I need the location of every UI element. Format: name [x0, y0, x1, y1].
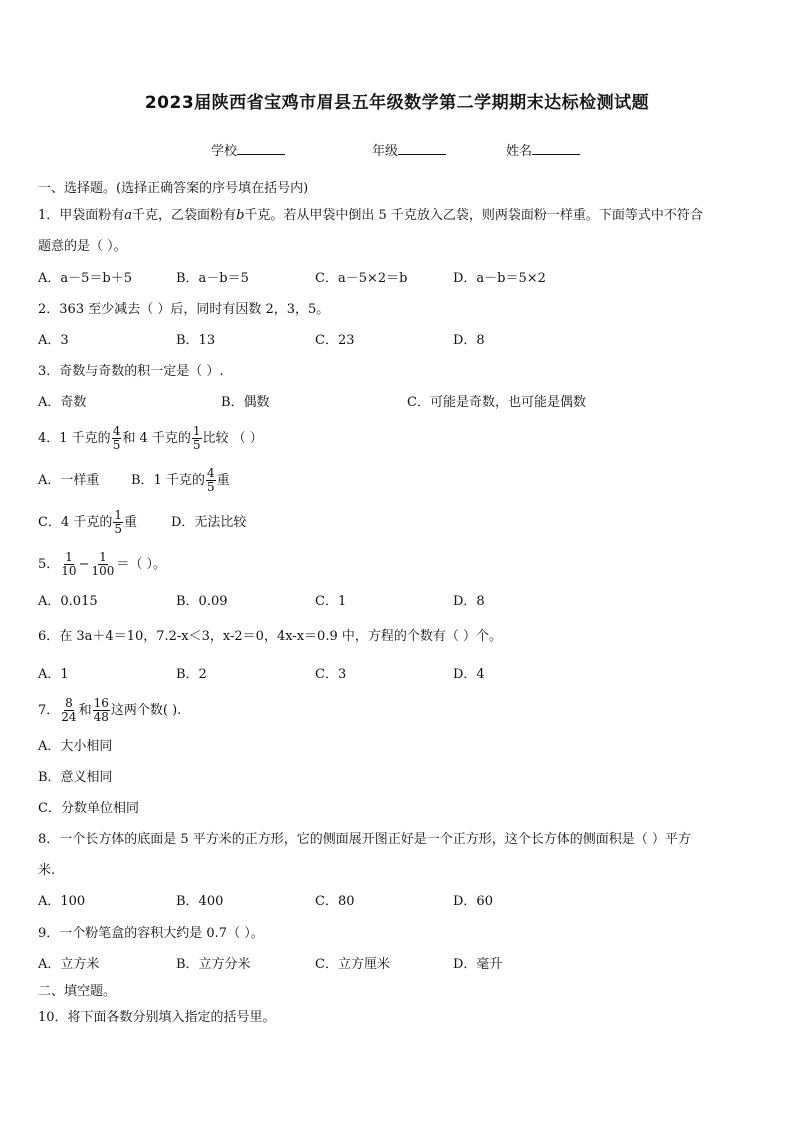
q4-f2-numerator: 1	[192, 424, 201, 438]
q4-text-3: 比较 （ ）	[202, 431, 263, 446]
q4-option-b-text: B．1 千克的	[131, 473, 205, 488]
q5-option-c: C．1	[315, 594, 347, 609]
q7-f2-numerator: 16	[93, 696, 109, 710]
q4-option-d: D．无法比较	[171, 515, 247, 530]
q4-text-1: 4．1 千克的	[38, 431, 111, 446]
q5-minus: −	[78, 557, 90, 572]
q6-option-c: C．3	[315, 667, 347, 682]
q7-fraction-2	[93, 697, 110, 724]
q1-text-3: 千克。若从甲袋中倒出 5 千克放入乙袋，则两袋面粉一样重。下面等式中不符合	[244, 208, 703, 223]
q5-f1-numerator: 1	[65, 550, 73, 564]
q4-option-c-suffix: 重	[124, 515, 138, 530]
q7-option-a: A．大小相同	[38, 739, 113, 754]
q3-option-b: B．偶数	[221, 395, 270, 410]
q8-option-d: D．60	[453, 894, 493, 909]
q1-var-a: a	[124, 208, 133, 223]
question-8: 8．一个长方体的底面是 5 平方米的正方形，它的侧面展开图正好是一个正方形，这个长方体的侧面积是（ ）平方	[38, 832, 691, 847]
question-6: 6．在 3a＋4＝10，7.2-x＜3，x-2＝0，4x-x＝0.9 中，方程的个数有（ ）个。	[38, 629, 502, 644]
q5-f2-numerator: 1	[99, 550, 107, 564]
q4-optb-numerator: 4	[206, 466, 215, 480]
q1-text-1: 1．甲袋面粉有	[38, 208, 125, 223]
q7-f2-denominator: 48	[93, 710, 109, 724]
section-fill-heading: 二、填空题。	[38, 984, 117, 999]
name-label: 姓名	[506, 144, 533, 159]
q9-option-a: A．立方米	[38, 957, 100, 972]
q5-label: 5．	[38, 557, 60, 572]
q6-option-b: B．2	[176, 667, 207, 682]
q1-text-2: 千克，乙袋面粉有	[132, 208, 237, 223]
q7-option-b: B．意义相同	[38, 770, 113, 785]
question-7	[38, 696, 764, 726]
q4-optc-denominator: 5	[114, 522, 122, 536]
q4-text-2: 和 4 千克的	[122, 431, 191, 446]
q9-option-d: D．毫升	[453, 957, 503, 972]
q5-f1-denominator: 10	[61, 564, 77, 578]
question-9: 9．一个粉笔盒的容积大约是 0.7（ ）。	[38, 926, 264, 941]
q1-var-b: b	[236, 208, 245, 223]
question-1-continued: 题意的是（ ）。	[38, 239, 127, 254]
q5-option-b: B．0.09	[176, 594, 228, 609]
q2-option-c: C．23	[315, 333, 355, 348]
q7-label: 7．	[38, 703, 60, 718]
page-title: 2023届陕西省宝鸡市眉县五年级数学第二学期期末达标检测试题	[144, 93, 650, 113]
q6-option-a: A．1	[38, 667, 69, 682]
q2-option-d: D．8	[453, 333, 485, 348]
q7-fraction-1	[60, 697, 77, 724]
question-2: 2．363 至少减去（ ）后，同时有因数 2，3，5。	[38, 302, 330, 317]
question-5	[38, 550, 764, 580]
q4-f1-numerator: 4	[112, 424, 121, 438]
name-blank	[532, 142, 580, 155]
q8-option-b: B．400	[176, 894, 224, 909]
q5-option-a: A．0.015	[38, 594, 98, 609]
q7-option-c: C．分数单位相同	[38, 801, 139, 816]
q4-option-a: A．一样重	[38, 473, 100, 488]
question-4	[38, 424, 764, 454]
q3-option-a: A．奇数	[38, 395, 87, 410]
name-field	[506, 140, 580, 159]
q5-fraction-2	[90, 551, 115, 578]
q4-fraction-1	[112, 425, 122, 452]
q5-fraction-1	[60, 551, 77, 578]
grade-field	[372, 140, 446, 159]
q8-option-c: C．80	[315, 894, 355, 909]
question-3: 3．奇数与奇数的积一定是（ ）.	[38, 364, 224, 379]
q2-option-a: A．3	[38, 333, 69, 348]
q4-option-b-fraction	[206, 467, 216, 494]
grade-label: 年级	[372, 144, 399, 159]
q6-option-d: D．4	[453, 667, 485, 682]
q1-option-d: D．a－b＝5×2	[453, 271, 546, 286]
q4-f1-denominator: 5	[112, 438, 121, 452]
school-field	[211, 140, 285, 159]
q1-option-b: B．a－b＝5	[176, 271, 249, 286]
q4-optc-numerator: 1	[114, 508, 122, 522]
q7-f1-numerator: 8	[65, 696, 73, 710]
q7-f1-denominator: 24	[61, 710, 77, 724]
q2-option-b: B．13	[176, 333, 216, 348]
grade-blank	[398, 142, 446, 155]
school-blank	[237, 142, 285, 155]
q7-text-rest: 这两个数( ).	[110, 703, 182, 718]
q4-f2-denominator: 5	[192, 438, 201, 452]
q4-fraction-2	[192, 425, 202, 452]
q1-option-c: C．a－5×2＝b	[315, 271, 408, 286]
question-1	[38, 207, 764, 225]
section-choice-heading: 一、选择题。(选择正确答案的序号填在括号内)	[38, 181, 309, 196]
q4-option-b	[131, 466, 230, 496]
q4-optb-denominator: 5	[206, 480, 215, 494]
q9-option-c: C．立方厘米	[315, 957, 390, 972]
q5-f2-denominator: 100	[91, 564, 115, 578]
q9-option-b: B．立方分米	[176, 957, 251, 972]
q4-option-c-text: C．4 千克的	[38, 515, 113, 530]
q3-option-c: C．可能是奇数，也可能是偶数	[407, 395, 586, 410]
q7-and: 和	[78, 703, 92, 718]
q4-option-c	[38, 508, 137, 538]
q4-option-b-suffix: 重	[216, 473, 230, 488]
q8-option-a: A．100	[38, 894, 86, 909]
q5-option-d: D．8	[453, 594, 485, 609]
school-label: 学校	[211, 144, 238, 159]
q5-text-rest: ＝（ ）。	[116, 557, 167, 572]
q1-option-a: A．a－5＝b＋5	[38, 271, 133, 286]
question-8-continued: 米.	[38, 863, 56, 878]
question-10: 10．将下面各数分别填入指定的括号里。	[38, 1010, 276, 1025]
q4-option-c-fraction	[113, 509, 123, 536]
